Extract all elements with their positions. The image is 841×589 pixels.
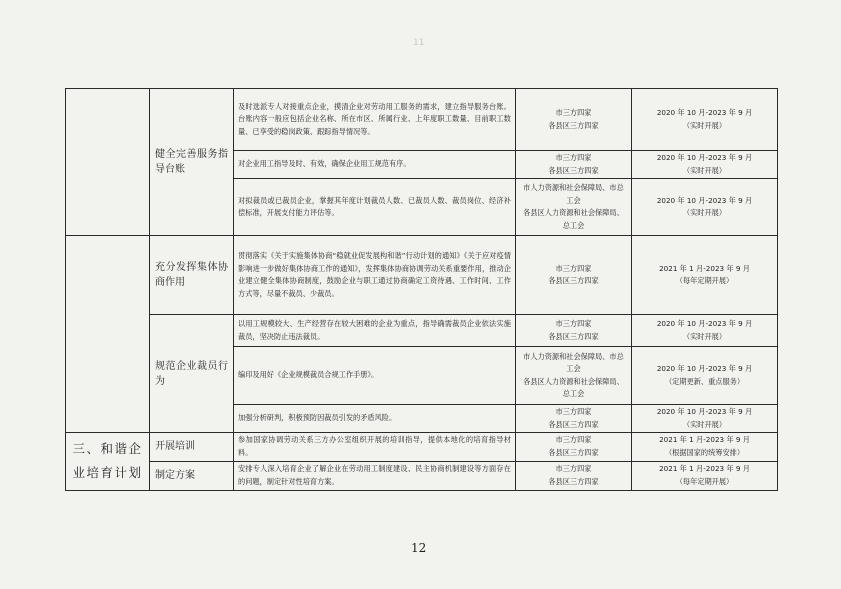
item-cell: 充分发挥集体协商作用 (150, 236, 234, 315)
section-cell (66, 89, 150, 236)
time-cell: 2020 年 10 月-2023 年 9 月 （实时开展） (632, 151, 778, 179)
time-cell: 2020 年 10 月-2023 年 9 月 （实时开展） (632, 315, 778, 347)
dept-cell: 市人力资源和社会保障局、市总工会 各县区人力资源和社会保障局、总工会 (516, 347, 632, 405)
item-cell: 规范企业裁员行为 (150, 315, 234, 433)
time-cell: 2021 年 1 月-2023 年 9 月 （每年定期开展） (632, 236, 778, 315)
time-cell: 2021 年 1 月-2023 年 9 月 （每年定期开展） (632, 461, 778, 490)
content-cell: 贯彻落实《关于实施集体协商“稳就业促发展构和谐”行动计划的通知》《关于应对疫情影响进一步做好集体协商工作的通知》，发挥集体协商协调劳动关系重要作用，推动企业建立健全集体协商制度，鼓励企业与职工通过协商确定工资待遇、工作时间、工作方式等，尽量不裁员、少裁员。 (234, 236, 516, 315)
section-cell (66, 236, 150, 433)
dept-cell: 市三方四家 各县区三方四家 (516, 89, 632, 151)
content-cell: 对企业用工指导及时、有效，确保企业用工规范有序。 (234, 151, 516, 179)
item-cell: 制定方案 (150, 461, 234, 490)
item-cell: 开展培训 (150, 433, 234, 461)
content-cell: 加强分析研判，积极预防因裁员引发的矛盾风险。 (234, 405, 516, 433)
content-cell: 以用工规模较大、生产经营存在较大困难的企业为重点，指导确需裁员企业依法实施裁员，坚决防止违法裁员。 (234, 315, 516, 347)
time-cell: 2020 年 10 月-2023 年 9 月 （实时开展） (632, 405, 778, 433)
section-cell: 三、和谐企业培育计划 (66, 433, 150, 490)
content-cell: 编印及用好《企业规模裁员合规工作手册》。 (234, 347, 516, 405)
table-row (66, 315, 778, 347)
content-cell: 安排专人深入培育企业了解企业在劳动用工制度建设、民主协商机制建设等方面存在的问题，制定针对性培育方案。 (234, 461, 516, 490)
table-row (66, 236, 778, 315)
time-cell: 2020 年 10 月-2023 年 9 月 （定期更新、重点服务） (632, 347, 778, 405)
dept-cell: 市三方四家 各县区三方四家 (516, 236, 632, 315)
time-cell: 2020 年 10 月-2023 年 9 月 （实时开展） (632, 89, 778, 151)
time-cell: 2021 年 1 月-2023 年 9 月 （根据国家的统筹安排） (632, 433, 778, 461)
dept-cell: 市三方四家 各县区三方四家 (516, 315, 632, 347)
plan-table (65, 88, 778, 491)
table-row (66, 433, 778, 461)
table-row (66, 461, 778, 490)
content-cell: 参加国家协调劳动关系三方办公室组织开展的培训指导，提供本地化的培育指导材料。 (234, 433, 516, 461)
dept-cell: 市三方四家 各县区三方四家 (516, 405, 632, 433)
item-cell: 健全完善服务指导台账 (150, 89, 234, 236)
time-cell: 2020 年 10 月-2023 年 9 月 （实时开展） (632, 179, 778, 236)
table-row (66, 89, 778, 151)
page-number: 12 (411, 541, 427, 555)
dept-cell: 市三方四家 各县区三方四家 (516, 461, 632, 490)
dept-cell: 市三方四家 各县区三方四家 (516, 433, 632, 461)
dept-cell: 市三方四家 各县区三方四家 (516, 151, 632, 179)
page-mark: 11 (413, 38, 425, 48)
content-cell: 对拟裁员或已裁员企业，掌握其年度计划裁员人数、已裁员人数、裁员岗位、经济补偿标准，开展支付能力评估等。 (234, 179, 516, 236)
content-cell: 及时选派专人对接重点企业，摸清企业对劳动用工服务的需求，建立指导服务台账。台账内容一般应包括企业名称、所在市区、所属行业、上年度职工数量、目前职工数量、已享受的稳岗政策、跟踪指导情况等。 (234, 89, 516, 151)
dept-cell: 市人力资源和社会保障局、市总工会 各县区人力资源和社会保障局、总工会 (516, 179, 632, 236)
